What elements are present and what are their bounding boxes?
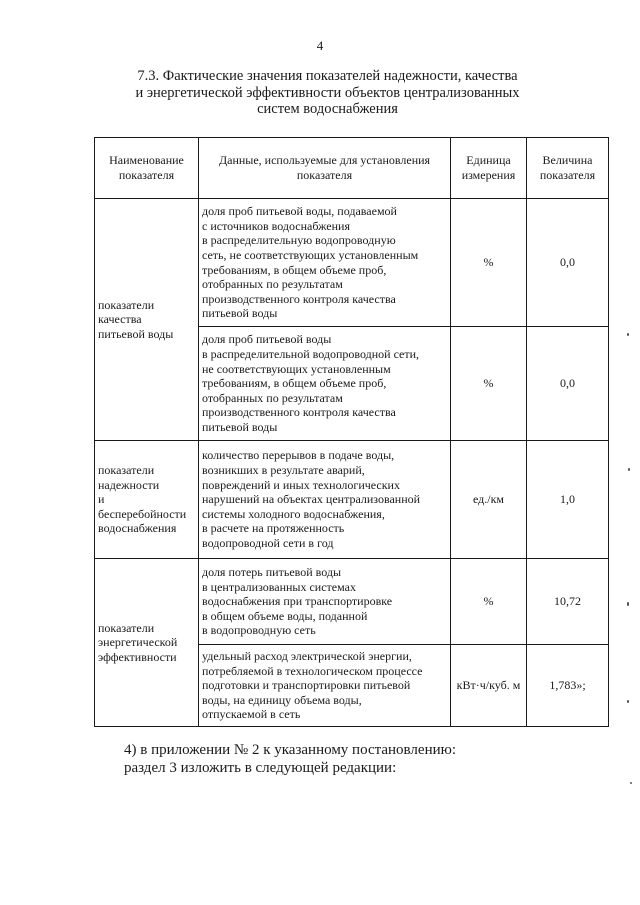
row-value: 1,783»; — [527, 645, 609, 727]
amendment-line-1: 4) в приложении № 2 к указанному постановлению: — [124, 742, 456, 758]
row-data: доля проб питьевой воды в распределительной водопроводной сети, не соответствующих установленным требованиям, в общем объеме проб, отобранных по результатам производственного контроля качества питьевой воды — [199, 327, 451, 441]
heading-line-2: и энергетической эффективности объектов централизованных — [135, 84, 520, 101]
row-unit: % — [451, 327, 527, 441]
group-name-reliability: показатели надежности и бесперебойности водоснабжения — [95, 441, 199, 559]
row-unit: % — [451, 559, 527, 645]
group-name-quality: показатели качества питьевой воды — [95, 199, 199, 441]
heading-line-3: систем водоснабжения — [257, 101, 398, 117]
scan-speck — [627, 602, 629, 606]
scan-speck — [630, 782, 632, 784]
header-source-data: Данные, используемые для установления показателя — [199, 138, 451, 199]
row-data: доля потерь питьевой воды в централизованных системах водоснабжения при транспортировке в общем объеме воды, поданной в водопроводную сеть — [199, 559, 451, 645]
row-value: 1,0 — [527, 441, 609, 559]
table-row — [95, 559, 609, 645]
row-value: 0,0 — [527, 199, 609, 327]
row-value: 0,0 — [527, 327, 609, 441]
table-header-row — [95, 138, 609, 199]
row-data: удельный расход электрической энергии, потребляемой в технологическом процессе подготовки и транспортировки питьевой воды, на единицу объема воды, отпускаемой в сеть — [199, 645, 451, 727]
table-row — [95, 199, 609, 327]
amendment-line-2: раздел 3 изложить в следующей редакции: — [124, 760, 397, 776]
heading-line-1: 7.3. Фактические значения показателей надежности, качества — [137, 68, 518, 84]
table-row — [95, 441, 609, 559]
section-heading — [100, 68, 555, 118]
amendment-text — [124, 741, 594, 777]
row-unit: кВт·ч/куб. м — [451, 645, 527, 727]
row-value: 10,72 — [527, 559, 609, 645]
indicators-table — [94, 137, 609, 727]
row-data: доля проб питьевой воды, подаваемой с источников водоснабжения в распределительную водопроводную сеть, не соответствующих установленным требованиям, в общем объеме проб, отобранных по результатам производственного контроля качества питьевой воды — [199, 199, 451, 327]
header-indicator-name: Наименование показателя — [95, 138, 199, 199]
row-unit: % — [451, 199, 527, 327]
page-number: 4 — [316, 38, 324, 53]
header-value: Величина показателя — [527, 138, 609, 199]
scan-speck — [627, 700, 629, 703]
group-name-energy: показатели энергетической эффективности — [95, 559, 199, 727]
row-data: количество перерывов в подаче воды, возникших в результате аварий, повреждений и иных технологических нарушений на объектах централизованной системы холодного водоснабжения, в расчете на протяженность водопроводной сети в год — [199, 441, 451, 559]
scan-speck — [628, 468, 630, 471]
header-unit: Единица измерения — [451, 138, 527, 199]
scan-speck — [627, 333, 629, 336]
row-unit: ед./км — [451, 441, 527, 559]
